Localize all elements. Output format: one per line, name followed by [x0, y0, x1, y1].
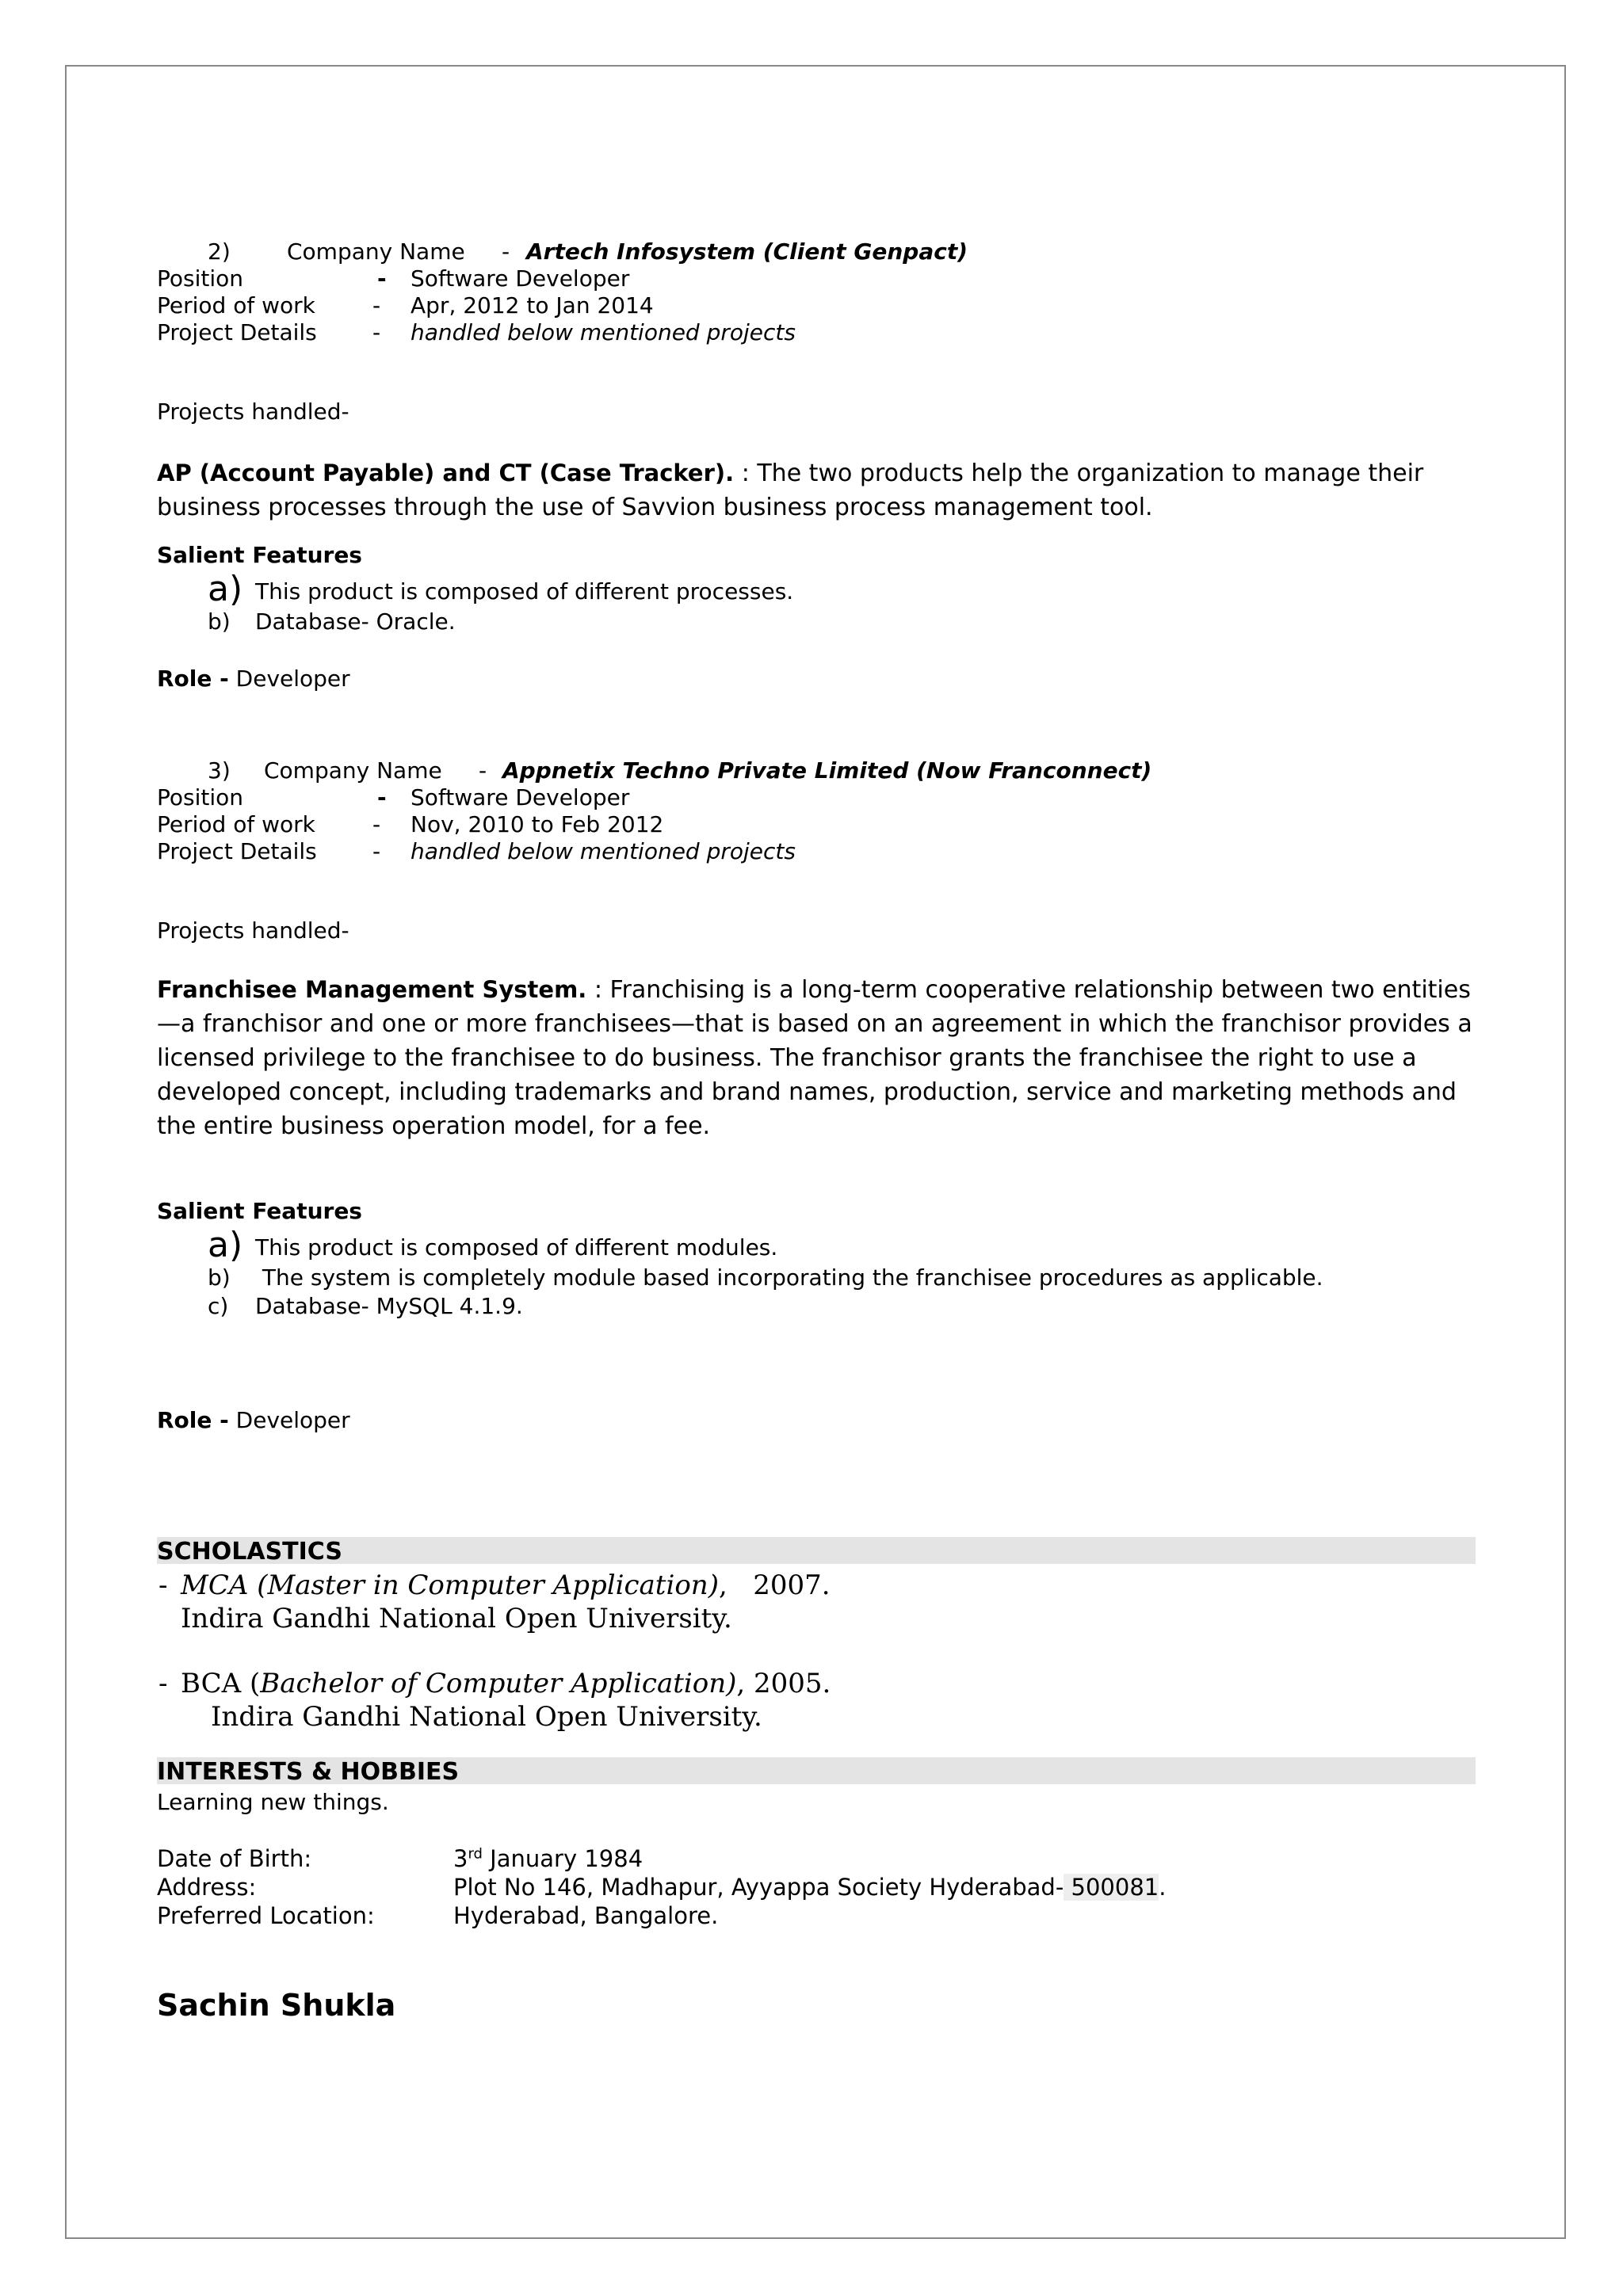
address-pin: 500081	[1064, 1874, 1159, 1901]
job2-projects-handled: Projects handled-	[157, 399, 349, 425]
dob-value	[453, 1844, 643, 1873]
job3-period-label: Period of work	[157, 811, 315, 837]
job3-feature-a-marker: a)	[208, 1225, 243, 1265]
job3-period-dash: -	[372, 811, 381, 837]
job3-company-dash: -	[479, 757, 487, 784]
job3-role	[157, 1407, 350, 1434]
address-end: .	[1159, 1874, 1167, 1901]
job2-number: 2)	[208, 238, 231, 265]
job3-number: 3)	[208, 757, 231, 784]
job3-project-paragraph	[157, 973, 1472, 1143]
mca-degree: MCA (Master in Computer Application)	[181, 1569, 719, 1601]
interests-title: INTERESTS & HOBBIES	[157, 1758, 460, 1786]
mca-degree-line	[181, 1569, 831, 1602]
address-text: Plot No 146, Madhapur, Ayyappa Society Hyderabad-	[453, 1874, 1064, 1901]
bca-year: , 2005.	[736, 1668, 831, 1699]
signature-name: Sachin Shukla	[157, 1988, 396, 2023]
job3-project-title: Franchisee Management System.	[157, 976, 587, 1003]
dob-rest: January 1984	[482, 1845, 643, 1872]
job2-position-label: Position	[157, 265, 244, 292]
bca-dash: -	[158, 1668, 168, 1699]
bca-prefix: BCA (	[181, 1668, 261, 1699]
address-value	[453, 1873, 1166, 1901]
job2-period: Apr, 2012 to Jan 2014	[411, 292, 654, 318]
job3-feature-b: The system is completely module based incorporating the franchisee procedures as applicable.	[255, 1264, 1323, 1291]
job3-projects-handled: Projects handled-	[157, 917, 349, 944]
job3-position-label: Position	[157, 784, 244, 810]
job2-role-value: Developer	[228, 666, 350, 692]
job3-role-label: Role -	[157, 1407, 229, 1433]
job2-company-dash: -	[502, 238, 510, 265]
job2-feature-a: This product is composed of different processes.	[255, 578, 794, 605]
job2-position: Software Developer	[411, 265, 630, 292]
scholastics-bar	[157, 1537, 1476, 1564]
job2-position-dash: -	[377, 265, 387, 292]
job2-period-dash: -	[372, 292, 381, 318]
location-label: Preferred Location:	[157, 1902, 375, 1929]
job2-project-dash: -	[372, 319, 381, 345]
job3-project-dash: -	[372, 838, 381, 864]
job3-position-dash: -	[377, 784, 387, 810]
mca-dash: -	[158, 1569, 168, 1601]
interests-text: Learning new things.	[157, 1789, 389, 1815]
dob-label: Date of Birth:	[157, 1845, 312, 1872]
job3-salient-label: Salient Features	[157, 1198, 362, 1224]
job3-project-label: Project Details	[157, 838, 317, 864]
job3-position: Software Developer	[411, 784, 630, 810]
job3-company-name: Appnetix Techno Private Limited (Now Franconnect)	[502, 757, 1152, 784]
job2-role-label: Role -	[157, 666, 229, 692]
scholastics-title: SCHOLASTICS	[157, 1538, 342, 1566]
job2-company-name: Artech Infosystem (Client Genpact)	[526, 238, 968, 265]
job2-feature-b-marker: b)	[208, 608, 231, 635]
bca-degree: Bachelor of Computer Application)	[260, 1668, 737, 1699]
job2-project-label: Project Details	[157, 319, 317, 345]
job2-project-details: handled below mentioned projects	[411, 319, 796, 345]
address-label: Address:	[157, 1874, 257, 1901]
job2-company-label: Company Name	[287, 238, 465, 265]
job2-period-label: Period of work	[157, 292, 315, 318]
location-value: Hyderabad, Bangalore.	[453, 1902, 719, 1929]
bca-degree-line	[181, 1667, 831, 1700]
job3-project-description: : Franchising is a long-term cooperative relationship between two entities —a franchisor and one or more franchisees—that is based on an agreement in which the franchisor provides a licensed privilege to the franchisee to do business. The franchisor grants the franchisee the right to use a developed concept, including trademarks and brand names, production, service and marketing methods and the entire business operation model, for a fee.	[157, 976, 1472, 1140]
bca-university: Indira Gandhi National Open University.	[211, 1701, 762, 1733]
job3-feature-b-marker: b)	[208, 1264, 231, 1291]
job3-feature-a: This product is composed of different modules.	[255, 1234, 778, 1261]
job2-project-paragraph	[157, 456, 1457, 524]
job2-project-title: AP (Account Payable) and CT (Case Tracker).	[157, 460, 735, 486]
job3-period: Nov, 2010 to Feb 2012	[411, 811, 664, 837]
job2-role	[157, 666, 350, 692]
job2-feature-b: Database- Oracle.	[255, 608, 456, 635]
job3-project-details: handled below mentioned projects	[411, 838, 796, 864]
job2-project-description: : The two products help the organization to manage their business processes through the use of Savvion business process management tool.	[157, 460, 1424, 521]
job3-role-value: Developer	[228, 1407, 350, 1433]
mca-year: , 2007.	[718, 1569, 831, 1601]
dob-suffix: rd	[468, 1845, 483, 1863]
job3-feature-c-marker: c)	[208, 1293, 229, 1319]
mca-university: Indira Gandhi National Open University.	[181, 1603, 732, 1634]
job3-feature-c: Database- MySQL 4.1.9.	[255, 1293, 523, 1319]
job2-salient-label: Salient Features	[157, 542, 362, 568]
job3-company-label: Company Name	[264, 757, 442, 784]
dob-day: 3	[453, 1845, 468, 1872]
job2-feature-a-marker: a)	[208, 569, 243, 609]
